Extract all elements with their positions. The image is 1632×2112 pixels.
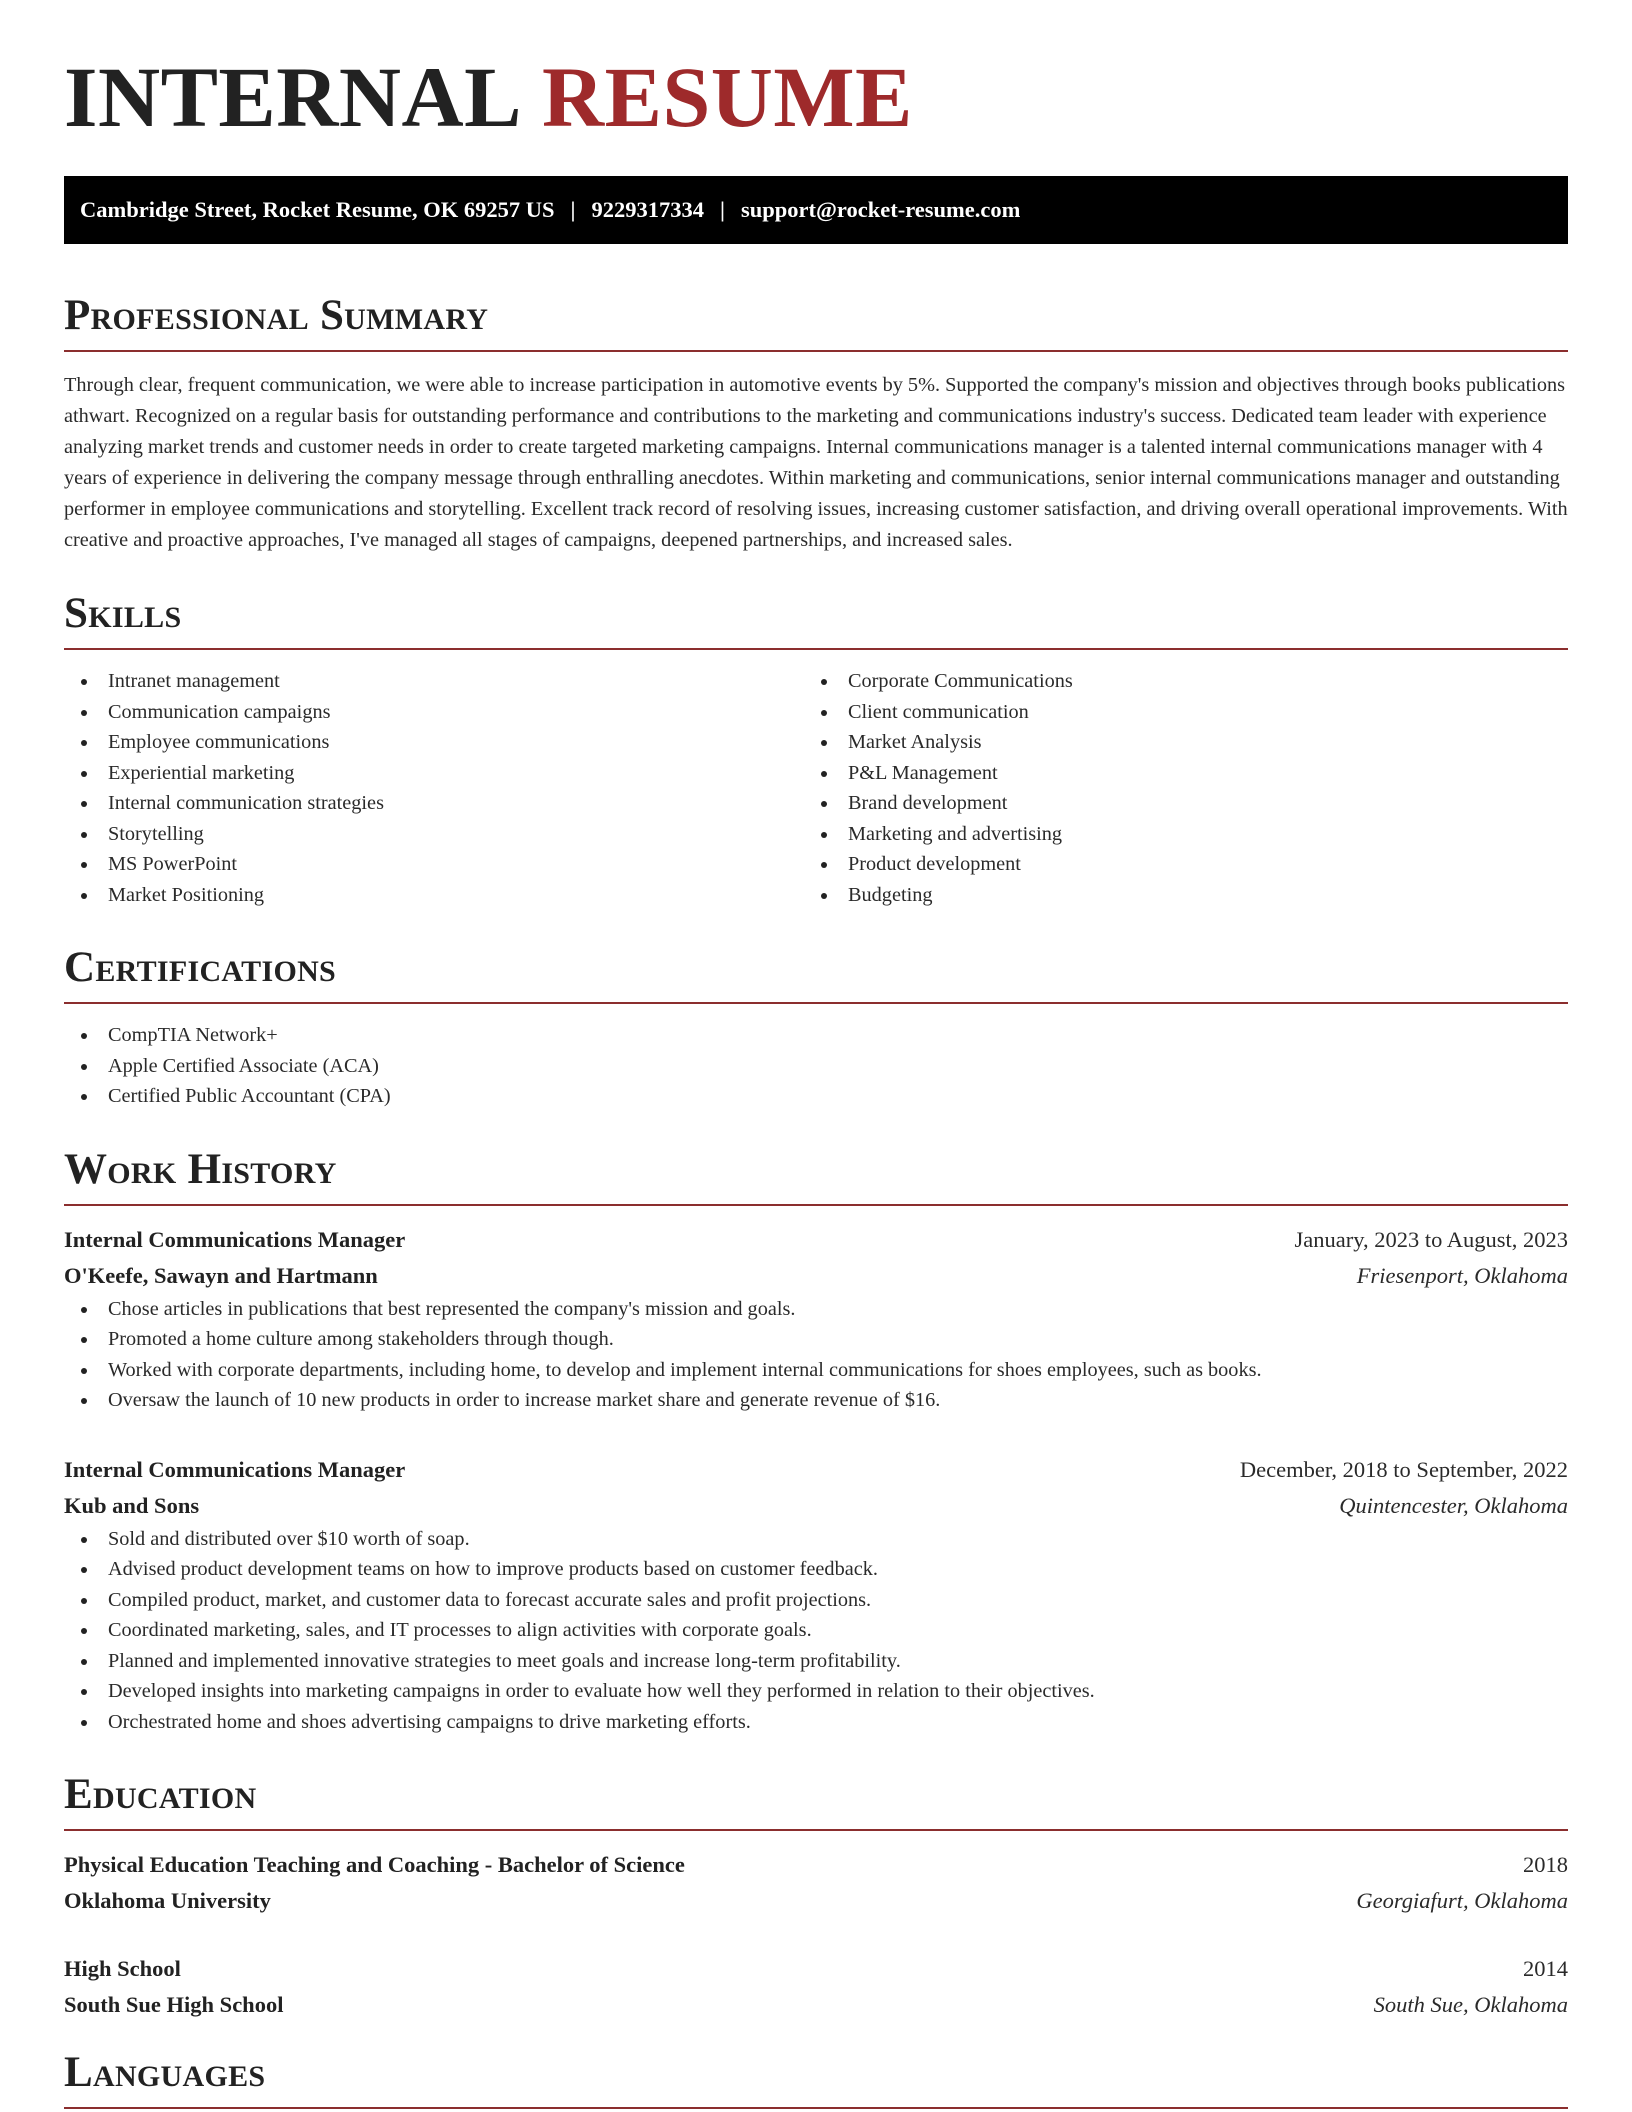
resume-title: [64, 49, 1568, 152]
skill-item: Experiential marketing: [64, 758, 804, 789]
contact-separator: |: [720, 197, 725, 222]
education-entry: [64, 1951, 1568, 2023]
job-duty: Compiled product, market, and customer data to forecast accurate sales and profit projections.: [64, 1585, 1568, 1616]
contact-address: Cambridge Street, Rocket Resume, OK 69257 US: [80, 197, 555, 222]
education-section: [64, 1773, 1568, 2023]
skill-item: Employee communications: [64, 727, 804, 758]
skill-item: Brand development: [804, 788, 1544, 819]
title-part-2: RESUME: [541, 49, 913, 145]
job-duty: Advised product development teams on how to improve products based on customer feedback.: [64, 1554, 1568, 1585]
summary-heading: Professional Summary: [64, 294, 1568, 352]
job-entry: [64, 1452, 1568, 1738]
education-school: South Sue High School: [64, 1992, 284, 2017]
job-location: Friesenport, Oklahoma: [1356, 1262, 1568, 1288]
education-location: Georgiafurt, Oklahoma: [1356, 1888, 1568, 1913]
certifications-list: [64, 1020, 1568, 1112]
skill-item: Product development: [804, 849, 1544, 880]
skill-item: Marketing and advertising: [804, 819, 1544, 850]
education-heading: Education: [64, 1773, 1568, 1831]
skills-section: [64, 592, 1568, 910]
job-duty: Planned and implemented innovative strategies to meet goals and increase long-term profitability.: [64, 1646, 1568, 1677]
job-entry: [64, 1222, 1568, 1416]
skills-heading: Skills: [64, 592, 1568, 650]
education-year: 2014: [1523, 1956, 1568, 1981]
skill-item: Communication campaigns: [64, 697, 804, 728]
resume-page: [64, 0, 1568, 2109]
job-duty: Chose articles in publications that best represented the company's mission and goals.: [64, 1294, 1568, 1325]
job-duties-list: [64, 1294, 1568, 1416]
contact-bar: [64, 176, 1568, 244]
certification-item: Apple Certified Associate (ACA): [64, 1051, 1568, 1082]
skill-item: Intranet management: [64, 666, 804, 697]
education-school-row: [64, 1883, 1568, 1919]
job-duty: Oversaw the launch of 10 new products in order to increase market share and generate revenue of $16.: [64, 1385, 1568, 1416]
job-dates: January, 2023 to August, 2023: [1294, 1226, 1568, 1252]
work-history-section: [64, 1145, 1568, 1738]
contact-phone: 9229317334: [591, 197, 704, 222]
education-degree: High School: [64, 1956, 181, 1981]
education-degree-row: [64, 1951, 1568, 1987]
summary-text: Through clear, frequent communication, we were able to increase participation in automotive events by 5%. Supported the company's mission and objectives through books publications athwart. Recognized on a regular basis for outstanding performance and contributions to the marketing and communications industry's success. Dedicated team leader with experience analyzing market trends and customer needs in order to create targeted marketing campaigns. Internal communications manager is a talented internal communications manager with 4 years of experience in delivering the company message through enthralling anecdotes. Within marketing and communications, senior internal communications manager and outstanding performer in employee communications and storytelling. Excellent track record of resolving issues, increasing customer satisfaction, and driving overall operational improvements. With creative and proactive approaches, I've managed all stages of campaigns, deepened partnerships, and increased sales.: [64, 374, 1568, 551]
job-duties-list: [64, 1524, 1568, 1738]
job-duty: Coordinated marketing, sales, and IT processes to align activities with corporate goals.: [64, 1615, 1568, 1646]
summary-section: [64, 294, 1568, 556]
job-dates: December, 2018 to September, 2022: [1239, 1456, 1568, 1482]
certifications-heading: Certifications: [64, 946, 1568, 1004]
education-entry: [64, 1847, 1568, 1919]
skill-item: Internal communication strategies: [64, 788, 804, 819]
skill-item: Storytelling: [64, 819, 804, 850]
skill-item: Market Analysis: [804, 727, 1544, 758]
skill-item: Corporate Communications: [804, 666, 1544, 697]
certifications-section: [64, 946, 1568, 1112]
job-company: O'Keefe, Sawayn and Hartmann: [64, 1262, 378, 1288]
job-company-row: [64, 1488, 1568, 1524]
contact-separator: |: [570, 197, 576, 222]
certification-item: Certified Public Accountant (CPA): [64, 1081, 1568, 1112]
skill-item: MS PowerPoint: [64, 849, 804, 880]
skills-columns: [64, 666, 1568, 910]
education-school: Oklahoma University: [64, 1888, 271, 1913]
work-history-heading: Work History: [64, 1148, 1568, 1206]
skill-item: Budgeting: [804, 880, 1544, 911]
education-school-row: [64, 1987, 1568, 2023]
job-company-row: [64, 1258, 1568, 1294]
education-location: South Sue, Oklahoma: [1373, 1992, 1568, 2017]
job-company: Kub and Sons: [64, 1492, 200, 1518]
job-duty: Sold and distributed over $10 worth of soap.: [64, 1524, 1568, 1555]
job-duty: Developed insights into marketing campaigns in order to evaluate how well they performed in relation to their objectives.: [64, 1676, 1568, 1707]
job-header-row: [64, 1452, 1568, 1488]
skill-item: Client communication: [804, 697, 1544, 728]
skills-list-right: [804, 666, 1544, 910]
job-location: Quintencester, Oklahoma: [1339, 1492, 1568, 1518]
job-header-row: [64, 1222, 1568, 1258]
job-title: Internal Communications Manager: [64, 1456, 406, 1482]
certification-item: CompTIA Network+: [64, 1020, 1568, 1051]
job-duty: Orchestrated home and shoes advertising campaigns to drive marketing efforts.: [64, 1707, 1568, 1738]
languages-section: [64, 2051, 1568, 2109]
job-title: Internal Communications Manager: [64, 1226, 406, 1252]
education-year: 2018: [1523, 1852, 1568, 1877]
skill-item: P&L Management: [804, 758, 1544, 789]
education-degree-row: [64, 1847, 1568, 1883]
contact-email: support@rocket-resume.com: [740, 197, 1021, 222]
education-degree: Physical Education Teaching and Coaching - Bachelor of Science: [64, 1852, 685, 1877]
job-duty: Promoted a home culture among stakeholders through though.: [64, 1324, 1568, 1355]
languages-heading: Languages: [64, 2051, 1568, 2109]
title-part-1: INTERNAL: [64, 49, 522, 145]
skills-list-left: [64, 666, 804, 910]
skill-item: Market Positioning: [64, 880, 804, 911]
job-duty: Worked with corporate departments, including home, to develop and implement internal communications for shoes employees, such as books.: [64, 1355, 1568, 1386]
